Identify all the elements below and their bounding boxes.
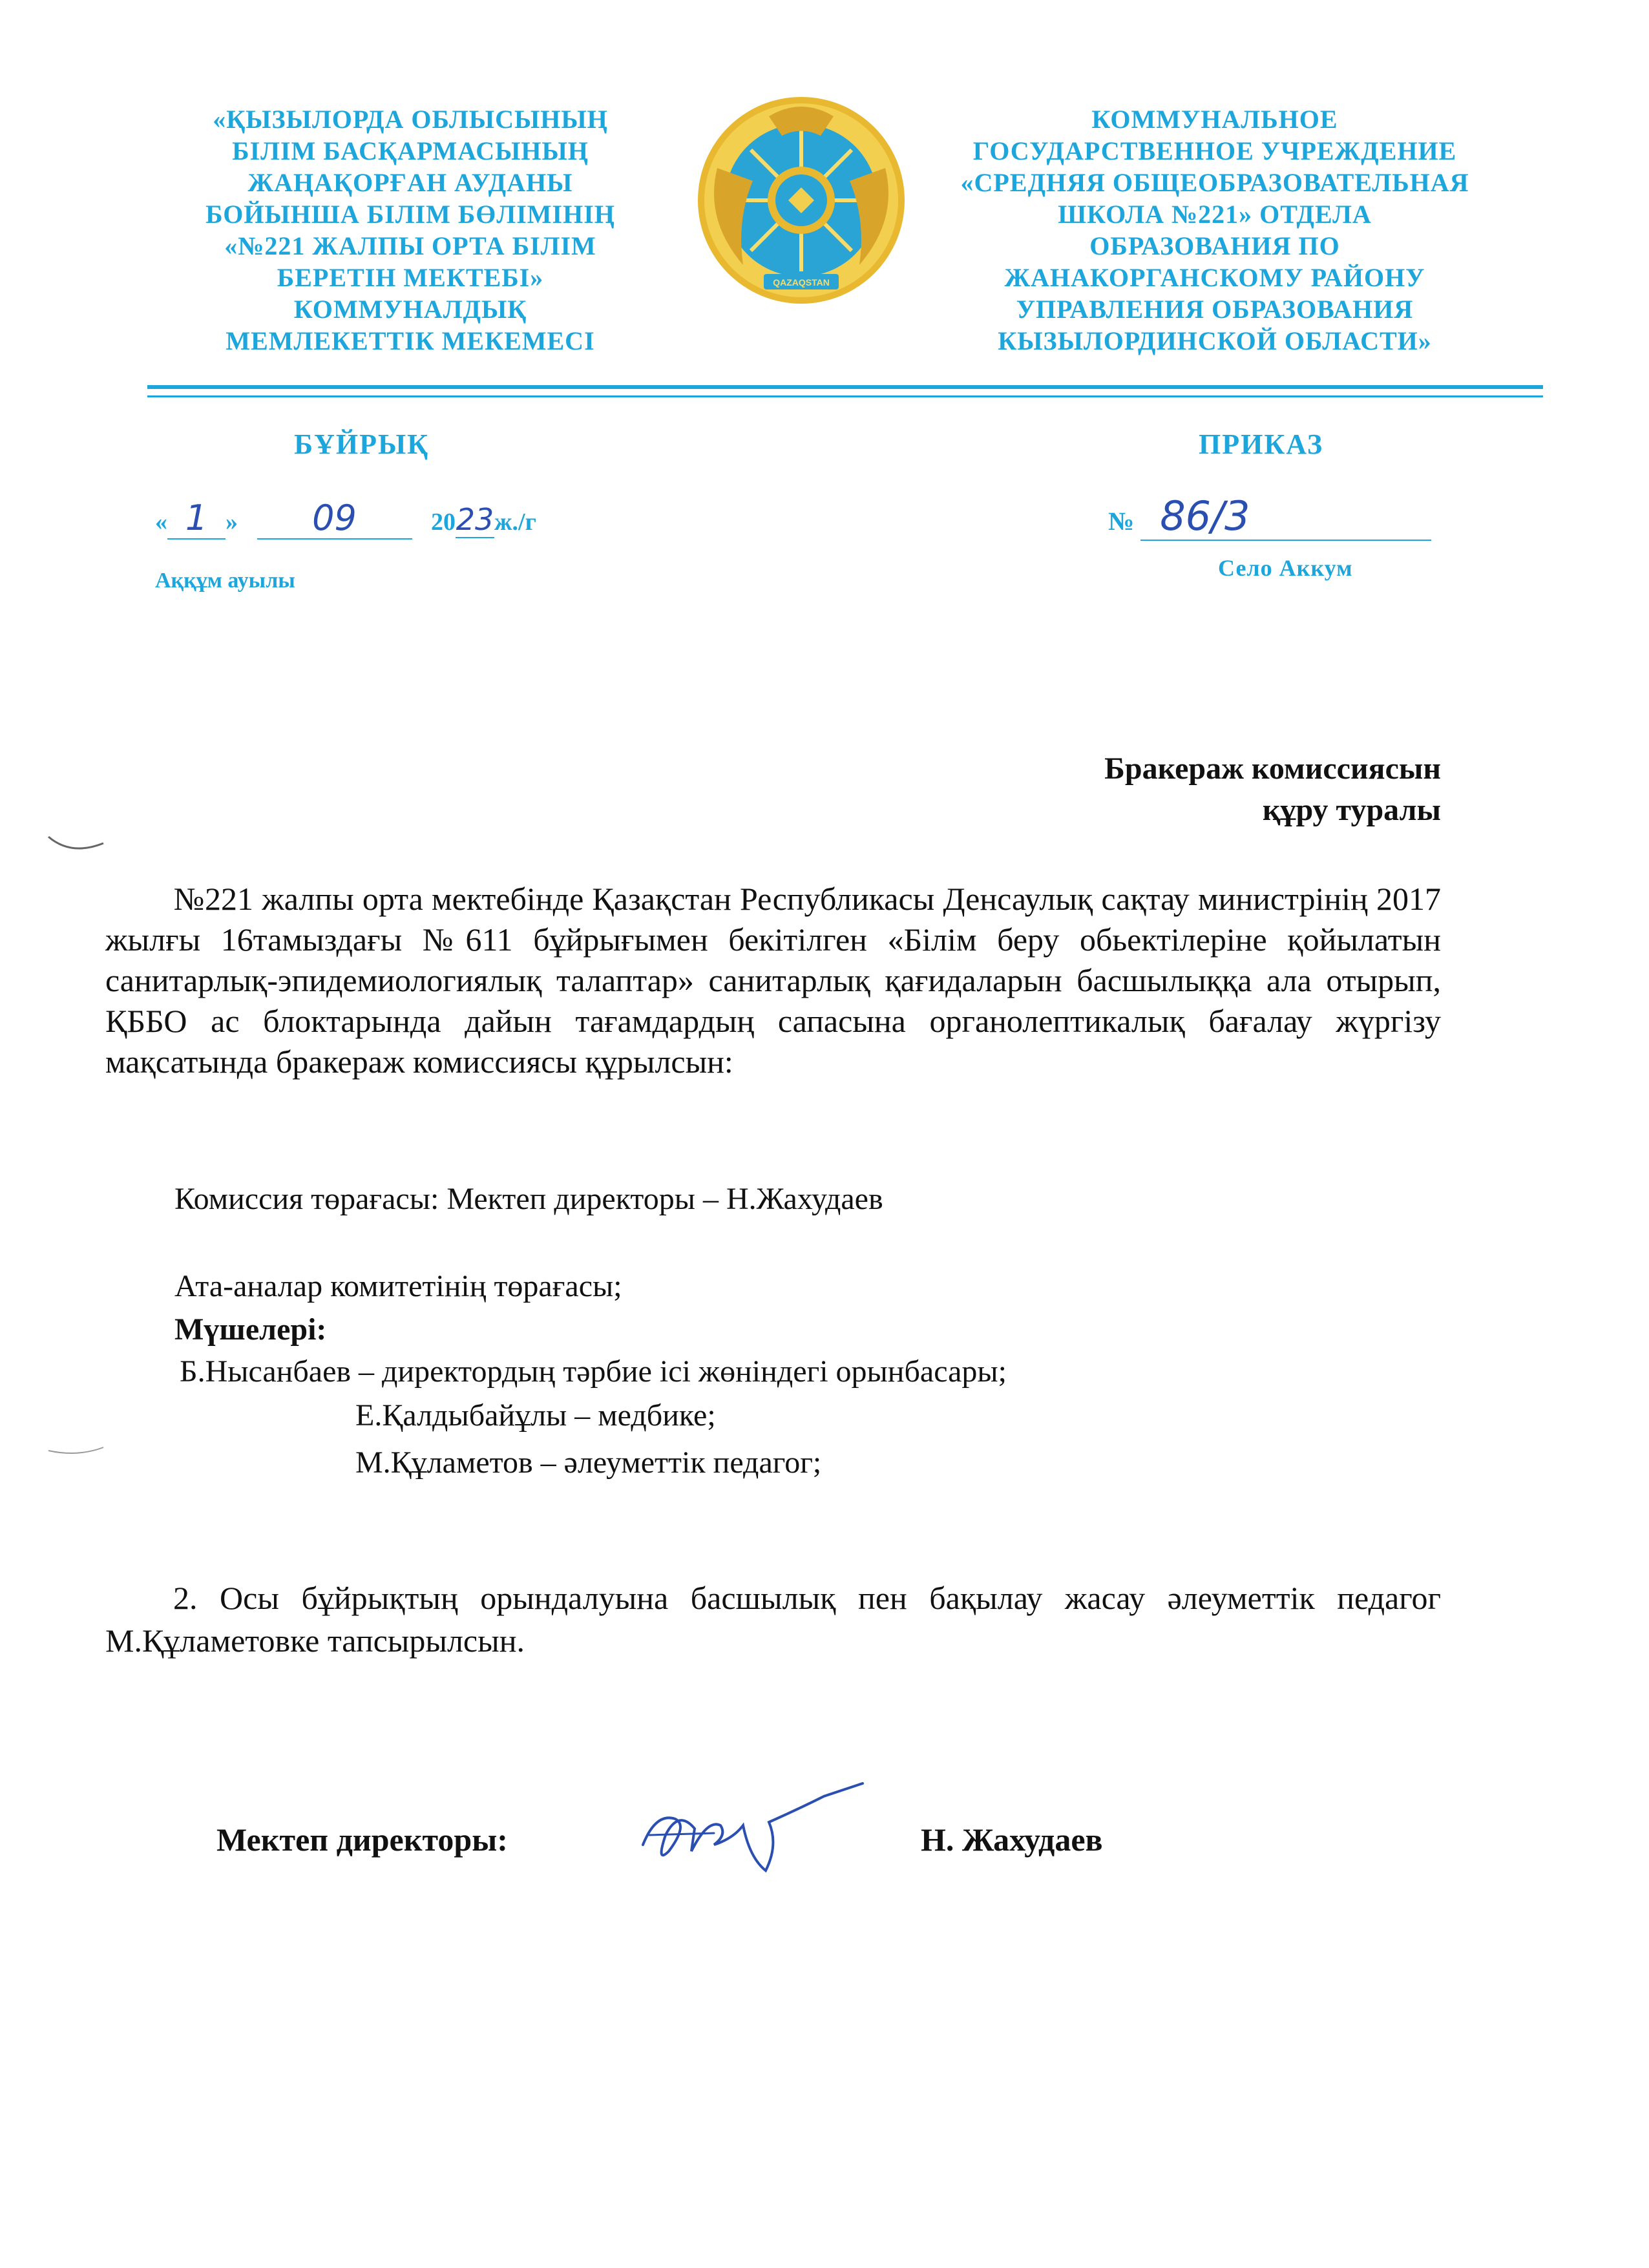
- date-month: 09: [312, 498, 357, 538]
- date-day-field: [167, 498, 226, 540]
- header-ru-line: «СРЕДНЯЯ ОБЩЕОБРАЗОВАТЕЛЬНАЯ: [960, 168, 1469, 197]
- date-month-field: [257, 498, 412, 540]
- date-year-suffix: 23: [456, 502, 494, 537]
- date-year-prefix: 20: [431, 509, 456, 536]
- signature-name: Н. Жахудаев: [921, 1822, 1103, 1858]
- header-divider-thin: [147, 395, 1543, 397]
- header-divider-thick: [147, 385, 1543, 389]
- order-title-kz: БҰЙРЫҚ: [294, 428, 430, 460]
- emblem-label: QAZAQSTAN: [773, 277, 830, 288]
- order-number: [1108, 492, 1431, 541]
- date-year-unit: ж./г: [494, 509, 536, 536]
- paragraph-1: [105, 879, 1441, 1082]
- paragraph-1-text: №221 жалпы орта мектебінде Қазақстан Республикасы Денсаулық сақтау министрінің 2017 жылғы 16тамыздағы №611 бұйрығымен бекітілген «Білім беру обьектілеріне қойылатын санитарлық-эпидемиологиялық талаптар» санитарлық қағидаларын басшылыққа ала отырып, ҚББО ас блоктарында дайын тағамдардың сапасына органолептикалық бағалау жүргізу мақсатында бракераж комиссиясы құрылсын:: [105, 881, 1441, 1080]
- order-date: [155, 498, 536, 540]
- date-day: 1: [185, 498, 208, 538]
- handwritten-signature: [630, 1774, 876, 1884]
- number-field: [1140, 492, 1431, 541]
- header-ru-line: ЖАНАКОРГАНСКОМУ РАЙОНУ: [1004, 263, 1425, 292]
- order-title-ru: ПРИКАЗ: [1199, 428, 1324, 460]
- member-2: Е.Қалдыбайұлы – медбике;: [355, 1398, 716, 1433]
- scan-mark: [45, 830, 110, 856]
- state-emblem-icon: [691, 90, 911, 310]
- commission-chair: Комиссия төрағасы: Мектеп директоры – Н.Жахудаев: [174, 1182, 883, 1216]
- number-value: 86/3: [1160, 492, 1250, 540]
- member-3: М.Құламетов – әлеуметтік педагог;: [355, 1445, 822, 1480]
- header-kz-line: БЕРЕТІН МЕКТЕБІ»: [277, 263, 544, 292]
- header-kz-line: «ҚЫЗЫЛОРДА ОБЛЫСЫНЫҢ: [213, 105, 608, 134]
- header-ru-line: КОММУНАЛЬНОЕ: [1091, 105, 1338, 134]
- members-label: Мүшелері:: [174, 1312, 327, 1347]
- header-kz-line: ЖАҢАҚОРҒАН АУДАНЫ: [247, 168, 573, 197]
- header-russian: [911, 103, 1518, 357]
- header-ru-line: ОБРАЗОВАНИЯ ПО: [1089, 231, 1340, 260]
- parents-committee-chair: Ата-аналар комитетінің төрағасы;: [174, 1269, 622, 1303]
- title-line2: құру туралы: [1262, 793, 1441, 827]
- member-1: Б.Нысанбаев – директордың тәрбие ісі жөніндегі орынбасары;: [180, 1354, 1007, 1389]
- header-kz-line: БІЛІМ БАСҚАРМАСЫНЫҢ: [232, 136, 589, 165]
- village-kz: Аққұм ауылы: [155, 569, 295, 593]
- header-kazakh: [139, 103, 682, 357]
- signature-title: Мектеп директоры:: [216, 1822, 508, 1858]
- document-title: [905, 748, 1441, 831]
- title-line1: Бракераж комиссиясын: [1104, 751, 1441, 786]
- header-ru-line: УПРАВЛЕНИЯ ОБРАЗОВАНИЯ: [1016, 295, 1414, 324]
- header-kz-line: МЕМЛЕКЕТТІК МЕКЕМЕСІ: [226, 326, 595, 355]
- date-year-field: [456, 502, 494, 538]
- date-open-quote: «: [155, 509, 167, 536]
- village-ru: Село Аккум: [1218, 555, 1353, 581]
- header-ru-line: ГОСУДАРСТВЕННОЕ УЧРЕЖДЕНИЕ: [972, 136, 1457, 165]
- header-kz-line: КОММУНАЛДЫҚ: [293, 295, 527, 324]
- date-close-quote: »: [226, 509, 238, 536]
- header-kz-line: БОЙЫНША БІЛІМ БӨЛІМІНІҢ: [205, 200, 615, 229]
- paragraph-2: 2. Осы бұйрықтың орындалуына басшылық пен бақылау жасау әлеуметтік педагог М.Құламетовке тапсырылсын.: [105, 1580, 1441, 1659]
- scan-mark: [45, 1438, 110, 1464]
- header-ru-line: КЫЗЫЛОРДИНСКОЙ ОБЛАСТИ»: [998, 326, 1432, 355]
- header-ru-line: ШКОЛА №221» ОТДЕЛА: [1058, 200, 1372, 229]
- number-sign: №: [1108, 507, 1135, 536]
- header-kz-line: «№221 ЖАЛПЫ ОРТА БІЛІМ: [224, 231, 596, 260]
